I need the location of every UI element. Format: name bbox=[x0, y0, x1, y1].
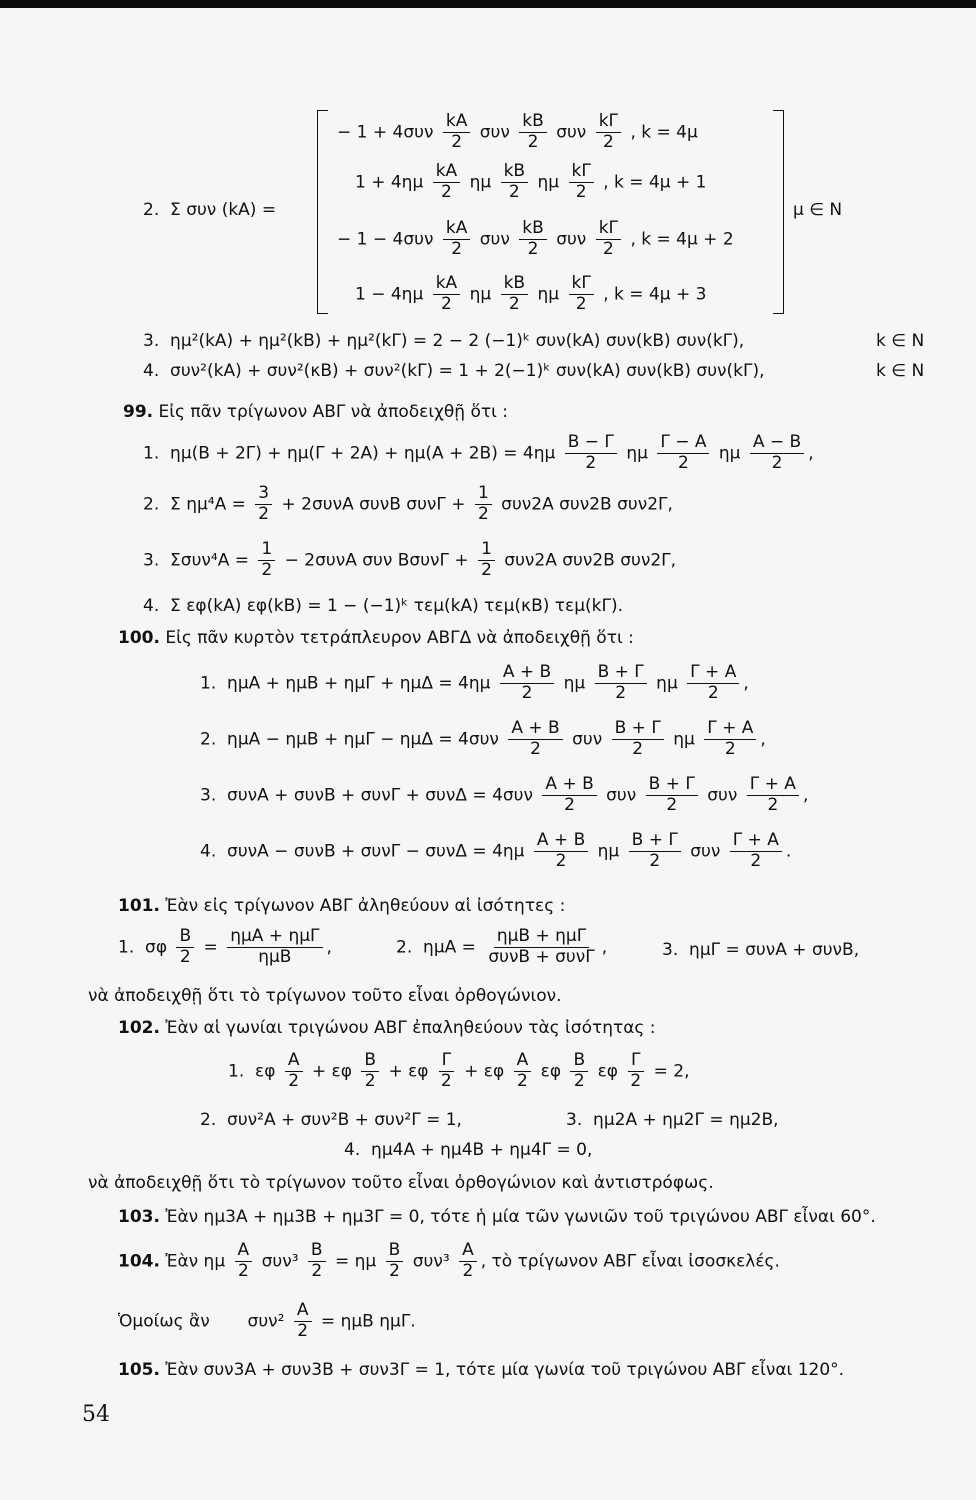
eq3-domain: k ∈ N bbox=[876, 331, 925, 351]
problem-103: 103. Ἐὰν ημ3Α + ημ3Β + ημ3Γ = 0, τότε ἡ μία τῶν γωνιῶν τοῦ τριγώνου ΑΒΓ εἶναι 60°. bbox=[118, 1207, 876, 1227]
problem-102-item-1: 1. εφ $\frac{A}{2}$ + εφ $\frac{B}{2}$ + εφ $\frac{\Gamma}{2}$ + εφ $\frac{A}{2}$ εφ $\frac{B}{2}$ εφ $\frac{\Gamma}{2}$ = 2, bbox=[228, 1050, 690, 1091]
problem-102-title: 102. Ἐὰν αἱ γωνίαι τριγώνου ΑΒΓ ἐπαληθεύουν τὰς ἰσότητας : bbox=[118, 1018, 656, 1038]
eq4: 4. συν²(kA) + συν²(κB) + συν²(kΓ) = 1 + 2(−1)ᵏ συν(kA) συν(kB) συν(kΓ), bbox=[143, 361, 765, 381]
problem-100-title: 100. Εἰς πᾶν κυρτὸν τετράπλευρον ΑΒΓΔ νὰ ἀποδειχθῇ ὅτι : bbox=[118, 628, 634, 648]
problem-104-line-2: Ὁμοίως ἂν συν² $\frac{A}{2}$ = ημΒ ημΓ. bbox=[118, 1300, 416, 1341]
problem-99-item-1: 1. ημ(Β + 2Γ) + ημ(Γ + 2Α) + ημ(Α + 2Β) = 4ημ $\frac{B - \Gamma}{2}$ ημ $\frac{\Gamma - A}{2}$ ημ $\frac{A - B}{2}$ , bbox=[143, 432, 814, 473]
eq2-case-4: 1 − 4ημ $\frac{kA}{2}$ ημ $\frac{kB}{2}$ ημ $\frac{k\Gamma}{2}$ , k = 4μ + 3 bbox=[355, 273, 707, 314]
eq2-right-bracket bbox=[773, 110, 784, 314]
problem-100-item-3: 3. συνΑ + συνΒ + συνΓ + συνΔ = 4συν $\frac{A + B}{2}$ συν $\frac{B + \Gamma}{2}$ συν $\frac{\Gamma + A}{2}$ , bbox=[200, 774, 809, 815]
problem-99-item-2: 2. Σ ημ⁴Α = $\frac{3}{2}$ + 2συνΑ συνΒ συνΓ + $\frac{1}{2}$ συν2Α συν2Β συν2Γ, bbox=[143, 483, 673, 524]
problem-99-item-4: 4. Σ εφ(kA) εφ(kB) = 1 − (−1)ᵏ τεμ(kA) τεμ(κΒ) τεμ(kΓ). bbox=[143, 596, 623, 616]
problem-102-item-4: 4. ημ4Α + ημ4Β + ημ4Γ = 0, bbox=[344, 1140, 593, 1160]
problem-101-conclusion: νὰ ἀποδειχθῇ ὅτι τὸ τρίγωνον τοῦτο εἶναι ὀρθογώνιον. bbox=[88, 986, 562, 1006]
problem-100-item-4: 4. συνΑ − συνΒ + συνΓ − συνΔ = 4ημ $\frac{A + B}{2}$ ημ $\frac{B + \Gamma}{2}$ συν $\frac{\Gamma + A}{2}$ . bbox=[200, 830, 792, 871]
page-number: 54 bbox=[82, 1402, 110, 1427]
problem-105: 105. Ἐὰν συν3Α + συν3Β + συν3Γ = 1, τότε μία γωνία τοῦ τριγώνου ΑΒΓ εἶναι 120°. bbox=[118, 1360, 845, 1380]
eq2-case-2: 1 + 4ημ $\frac{kA}{2}$ ημ $\frac{kB}{2}$ ημ $\frac{k\Gamma}{2}$ , k = 4μ + 1 bbox=[355, 161, 707, 202]
eq3: 3. ημ²(kA) + ημ²(kB) + ημ²(kΓ) = 2 − 2 (−1)ᵏ συν(kA) συν(kB) συν(kΓ), bbox=[143, 331, 745, 351]
problem-99-item-3: 3. Σσυν⁴Α = $\frac{1}{2}$ − 2συνΑ συν ΒσυνΓ + $\frac{1}{2}$ συν2Α συν2Β συν2Γ, bbox=[143, 539, 677, 580]
eq2-case-3: − 1 − 4συν $\frac{kA}{2}$ συν $\frac{kB}{2}$ συν $\frac{k\Gamma}{2}$ , k = 4μ + 2 bbox=[337, 218, 734, 259]
eq2-case-1: − 1 + 4συν $\frac{kA}{2}$ συν $\frac{kB}{2}$ συν $\frac{k\Gamma}{2}$ , k = 4μ bbox=[337, 111, 698, 152]
problem-102-item-3: 3. ημ2Α + ημ2Γ = ημ2Β, bbox=[566, 1110, 779, 1130]
problem-99-title: 99. Εἰς πᾶν τρίγωνον ΑΒΓ νὰ ἀποδειχθῇ ὅτι : bbox=[123, 402, 508, 422]
eq2-domain: μ ∈ N bbox=[793, 200, 843, 220]
eq4-domain: k ∈ N bbox=[876, 361, 925, 381]
problem-104-line-1: 104. Ἐὰν ημ $\frac{A}{2}$ συν³ $\frac{B}{2}$ = ημ $\frac{B}{2}$ συν³ $\frac{A}{2}$ , τὸ τρίγωνον ΑΒΓ εἶναι ἰσοσκελές. bbox=[118, 1240, 780, 1281]
problem-100-item-2: 2. ημΑ − ημΒ + ημΓ − ημΔ = 4συν $\frac{A + B}{2}$ συν $\frac{B + \Gamma}{2}$ ημ $\frac{\Gamma + A}{2}$ , bbox=[200, 718, 766, 759]
eq2-label: 2. Σ συν (kA) = bbox=[143, 200, 277, 220]
problem-101-title: 101. Ἐὰν εἰς τρίγωνον ΑΒΓ ἀληθεύουν αἱ ἰσότητες : bbox=[118, 896, 566, 916]
problem-100-item-1: 1. ημΑ + ημΒ + ημΓ + ημΔ = 4ημ $\frac{A + B}{2}$ ημ $\frac{B + \Gamma}{2}$ ημ $\frac{\Gamma + A}{2}$ , bbox=[200, 662, 749, 703]
eq2-left-bracket bbox=[317, 110, 328, 314]
problem-101-item-2: 2. ημΑ = $\frac{\text{ημΒ + ημΓ}}{\text{συνΒ + συνΓ}}$ , bbox=[396, 926, 608, 967]
problem-101-item-1: 1. σφ $\frac{B}{2}$ = $\frac{\text{ημΑ + ημΓ}}{\text{ημΒ}}$ , bbox=[118, 926, 332, 967]
problem-102-conclusion: νὰ ἀποδειχθῇ ὅτι τὸ τρίγωνον τοῦτο εἶναι ὀρθογώνιον καὶ ἀντιστρόφως. bbox=[88, 1173, 714, 1193]
problem-102-item-2: 2. συν²Α + συν²Β + συν²Γ = 1, bbox=[200, 1110, 462, 1130]
problem-101-item-3: 3. ημΓ = συνΑ + συνΒ, bbox=[662, 940, 860, 960]
